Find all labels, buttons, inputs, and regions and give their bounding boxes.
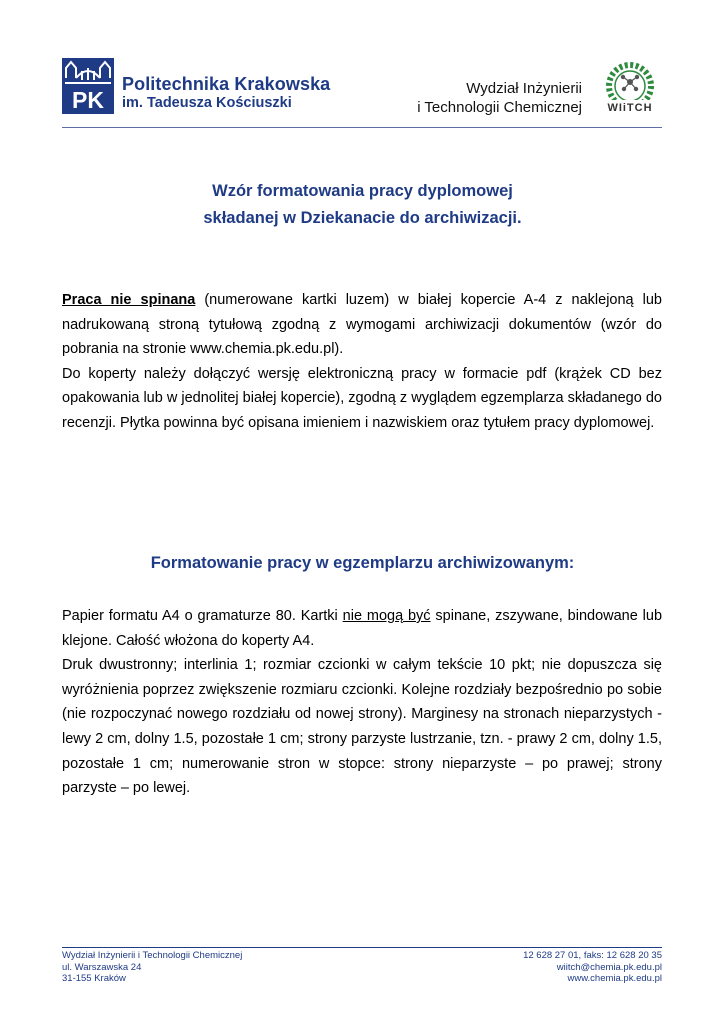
pk-logo-letters: PK — [72, 87, 104, 113]
section2-heading: Formatowanie pracy w egzemplarzu archiwizowanym: — [150, 554, 575, 572]
footer-address — [62, 950, 242, 985]
faculty-name — [417, 79, 582, 117]
section1-paragraph2: Do koperty należy dołączyć wersję elektroniczną pracy w formacie pdf (krążek CD bez opakowania lub w jednolitej białej kopercie), zgodną z wyglądem egzemplarza składanego do recenzji. Płytka powinna być opisana imieniem i nazwiskiem oraz tytułem pracy dyplomowej. — [62, 365, 662, 431]
footer-email[interactable]: wiitch@chemia.pk.edu.pl — [556, 961, 662, 973]
section1-bold-lead: Praca nie spinana — [62, 292, 196, 308]
faculty-name-line2: i Technologii Chemicznej — [417, 99, 582, 116]
footer-contact — [523, 950, 662, 985]
footer-website[interactable]: www.chemia.pk.edu.pl — [567, 973, 662, 984]
university-subtitle: im. Tadeusza Kościuszki — [122, 95, 292, 111]
footer-street: ul. Warszawska 24 — [62, 961, 142, 973]
section2-paragraph2: Druk dwustronny; interlinia 1; rozmiar czcionki w całym tekście 10 pkt; nie dopuszcza się wyróżnienia poprzez zwiększenie rozmiaru czcionki. Kolejne rozdziały bezpośrednio po sobie (nie rozpoczynać nowego rozdziału od nowej strony). Marginesy na stronach nieparzystych - lewy 2 cm, dolny 1.5, pozostałe 1 cm; strony parzyste lustrzanie, tzn. - prawy 2 cm, dolny 1.5, pozostałe 1 cm; numerowanie stron w stopce: strony nieparzyste – po prawej; strony parzyste – po lewej. — [62, 657, 662, 797]
faculty-name-line1: Wydział Inżynierii — [466, 80, 582, 97]
section2-p1-before: Papier formatu A4 o gramaturze 80. Kartki — [62, 608, 343, 624]
section2-p1-underlined: nie mogą być — [342, 608, 431, 624]
footer-phone: 12 628 27 01, faks: 12 628 20 35 — [523, 950, 662, 961]
university-name: Politechnika Krakowska — [122, 74, 331, 94]
politechnika-krakowska-logo — [62, 58, 114, 114]
footer-divider — [62, 947, 662, 948]
wiitch-logo-letters: WIiTCH — [607, 102, 653, 114]
section2-paragraph1 — [62, 604, 662, 653]
section1-paragraph1 — [62, 288, 662, 362]
section1-paragraph1-text: (numerowane kartki luzem) w białej kopercie A-4 z naklejoną lub nadrukowaną stroną tytułową zgodną z wymogami archiwizacji dokumentów (wzór do pobrania na stronie www.chemia.pk.edu.pl). — [62, 292, 662, 358]
document-title-line1: Wzór formatowania pracy dyplomowej — [212, 182, 513, 200]
document-title-line2: składanej w Dziekanacie do archiwizacji. — [203, 209, 522, 227]
section2-p1-after: spinane, zszywane, bindowane lub klejone. Całość włożona do koperty A4. — [62, 608, 663, 649]
footer-city: 31-155 Kraków — [62, 973, 126, 984]
footer-faculty: Wydział Inżynierii i Technologii Chemicznej — [62, 950, 243, 961]
section2-body — [62, 604, 662, 801]
section1-body — [62, 288, 662, 436]
wiitch-logo — [598, 60, 662, 118]
header-divider — [62, 127, 662, 128]
